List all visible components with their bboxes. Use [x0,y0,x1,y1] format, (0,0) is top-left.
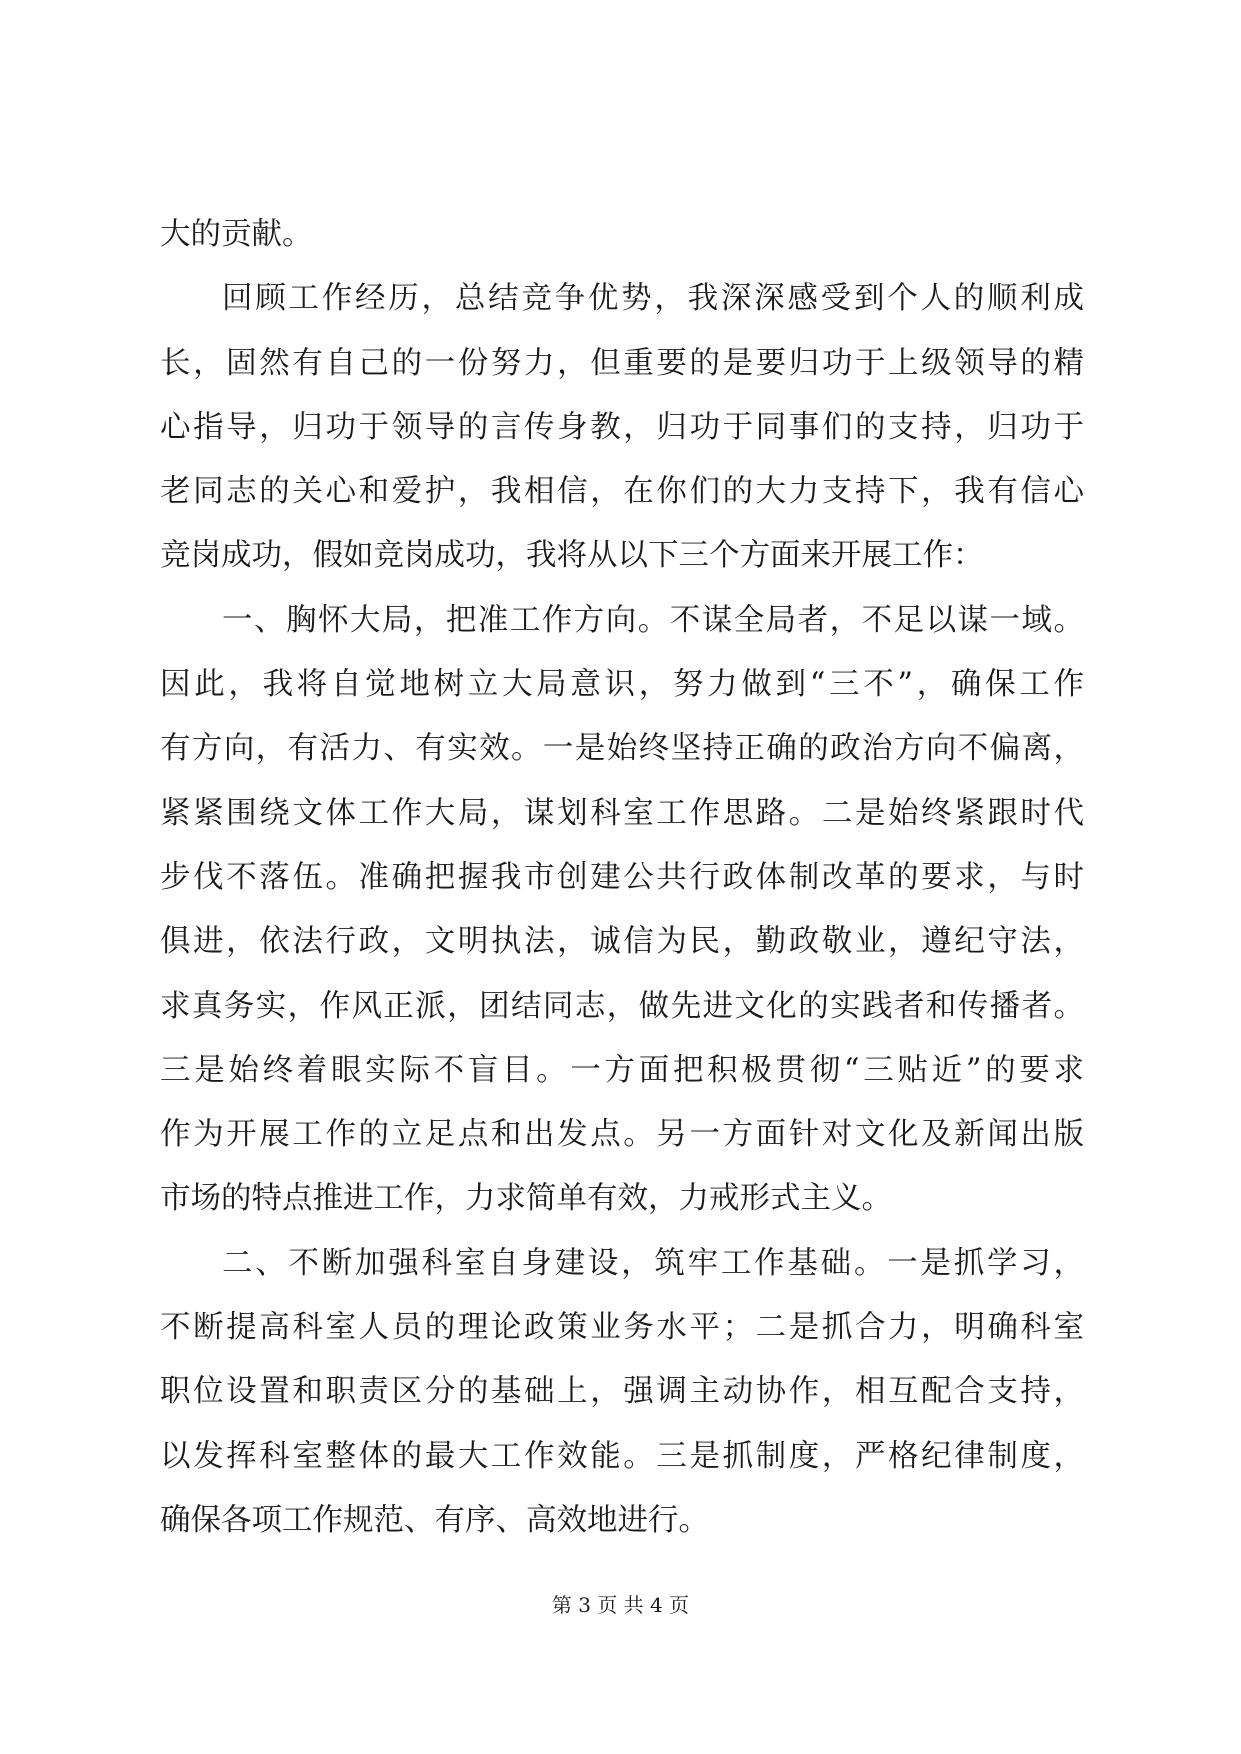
text-line: 有方向，有活力、有实效。一是始终坚持正确的政治方向不偏离， [160,731,1084,767]
text-line: 老同志的关心和爱护，我相信，在你们的大力支持下，我有信心 [160,474,1084,510]
text-line: 竞岗成功，假如竞岗成功，我将从以下三个方面来开展工作： [160,538,984,574]
text-line: 心指导，归功于领导的言传身教，归功于同事们的支持，归功于 [160,409,1084,445]
text-line: 二、不断加强科室自身建设，筑牢工作基础。一是抓学习， [222,1245,1084,1281]
text-line: 确保各项工作规范、有序、高效地进行。 [160,1502,709,1538]
text-line: 步伐不落伍。准确把握我市创建公共行政体制改革的要求，与时 [160,859,1084,895]
text-line: 因此，我将自觉地树立大局意识，努力做到“三不”，确保工作 [160,667,1084,703]
page-number-label: 第 3 页 共 4 页 [551,1593,690,1617]
page-footer [0,1590,1241,1620]
text-line: 以发挥科室整体的最大工作效能。三是抓制度，严格纪律制度， [160,1438,1084,1474]
text-line: 一、胸怀大局，把准工作方向。不谋全局者，不足以谋一域。 [222,602,1084,638]
text-line: 大的贡献。 [160,217,313,252]
text-line: 求真务实，作风正派，团结同志，做先进文化的实践者和传播者。 [160,988,1084,1024]
text-line: 作为开展工作的立足点和出发点。另一方面针对文化及新闻出版 [160,1117,1084,1153]
document-body [160,203,1084,1553]
text-line: 职位设置和职责区分的基础上，强调主动协作，相互配合支持， [160,1374,1084,1410]
text-line: 回顾工作经历，总结竞争优势，我深深感受到个人的顺利成 [222,281,1084,317]
text-line: 不断提高科室人员的理论政策业务水平；二是抓合力，明确科室 [160,1310,1084,1346]
text-line: 市场的特点推进工作，力求简单有效，力戒形式主义。 [160,1181,892,1217]
text-line: 长，固然有自己的一份努力，但重要的是要归功于上级领导的精 [160,345,1084,381]
text-line: 紧紧围绕文体工作大局，谋划科室工作思路。二是始终紧跟时代 [160,795,1084,831]
text-line: 三是始终着眼实际不盲目。一方面把积极贯彻“三贴近”的要求 [160,1052,1084,1088]
text-line: 俱进，依法行政，文明执法，诚信为民，勤政敬业，遵纪守法， [160,924,1084,960]
